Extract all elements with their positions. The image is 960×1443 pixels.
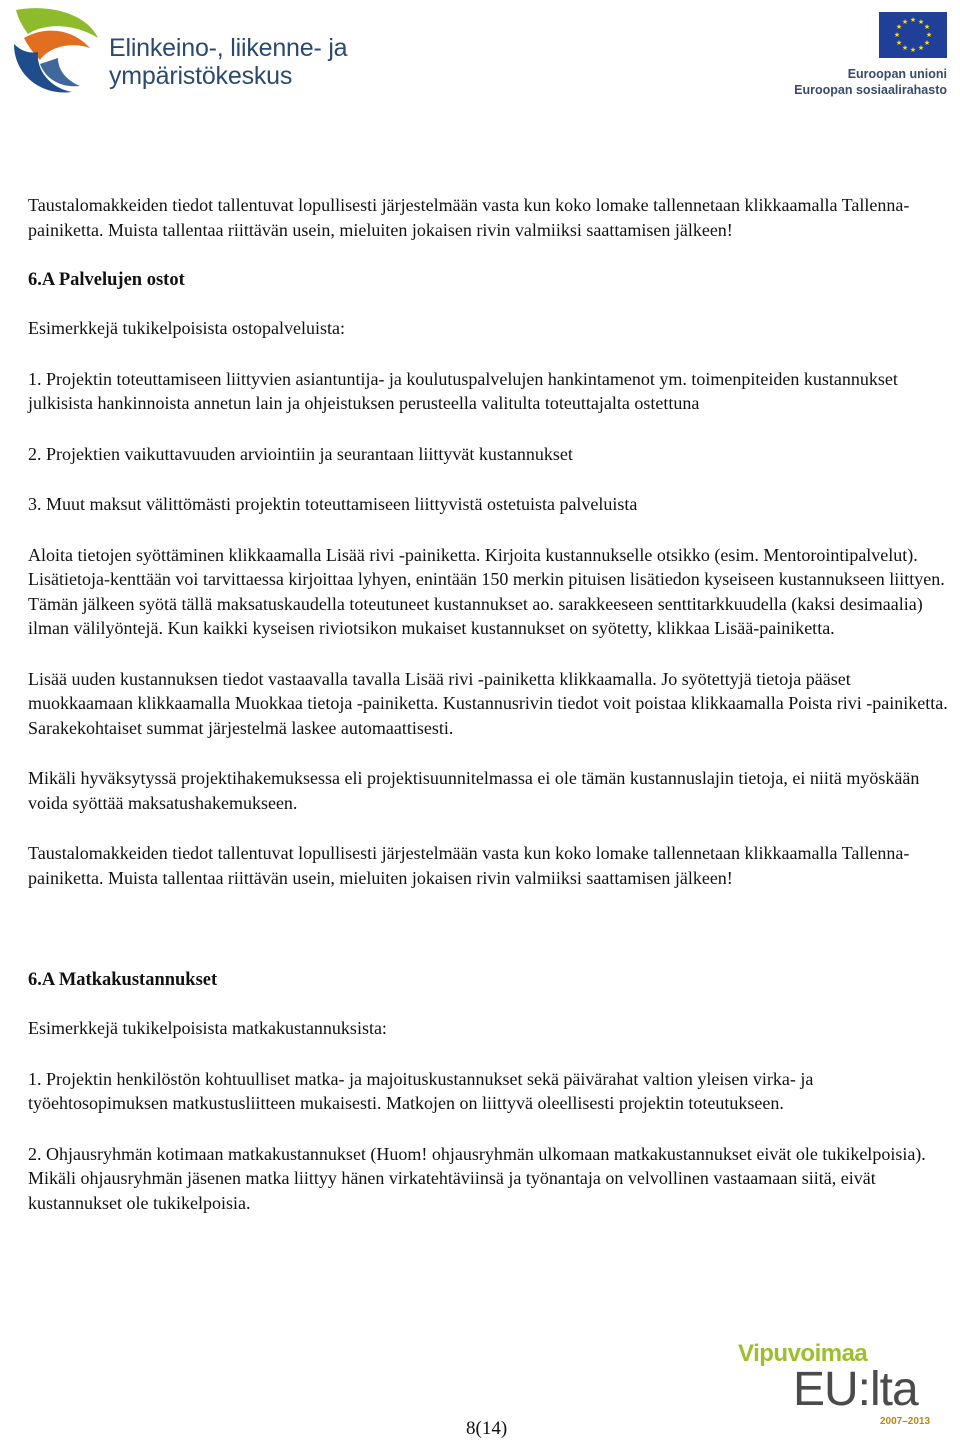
services-item-2: 2. Projektien vaikuttavuuden arviointiin ja seurantaan liittyvät kustannukset [28,443,573,464]
eu-label-line1: Euroopan unioni [847,67,947,81]
svg-text:★: ★ [923,39,931,47]
instructions-paragraph: Aloita tietojen syöttäminen klikkaamalla Lisää rivi -painiketta. Kirjoita kustannukselle otsikko (esim. Mentorointipalvelut). Lisätietoja-kenttään voi tarvittaessa kirjoittaa lyhyen, enintään 150 merkin pituisen lisätiedon kyseiseen kustannukseen liittyen. Tämän jälkeen syötä tällä maksatuskaudella toteutuneet kustannukset ao. sarakkeeseen senttitarkkuudella (kaksi desimaalia) ilman välilyöntejä. Kun kaikki kyseisen riviotsikon mukaiset kustannukset on syötetty, klikkaa Lisää-painiketta. [28,544,945,638]
services-intro: Esimerkkejä tukikelpoisista ostopalveluista: [28,318,345,338]
svg-text:★: ★ [909,16,917,24]
vipu-title: Vipuvoimaa [738,1340,868,1367]
vipu-years: 2007–2013 [880,1416,931,1427]
svg-text:★: ★ [925,31,933,39]
approval-paragraph: Mikäli hyväksytyssä projektihakemuksessa eli projektisuunnitelmassa ei ole tämän kustannuslajin tietoja, ei niitä myöskään voida syöttää maksatushakemukseen. [28,768,920,813]
svg-text:★: ★ [917,44,925,52]
eu-logo [794,12,954,100]
svg-text:★: ★ [923,23,931,31]
svg-text:★: ★ [895,39,903,47]
org-name-line2: ympäristökeskus [109,62,293,90]
travel-heading: 6.A Matkakustannukset [28,970,218,990]
save-note-paragraph: Taustalomakkeiden tiedot tallentuvat lopullisesti järjestelmään vasta kun koko lomake tallennetaan klikkaamalla Tallenna-painiketta. Muista tallentaa riittävän usein, mieluiten jokaisen rivin valmiiksi saattamisen jälkeen! [28,195,910,240]
svg-text:★: ★ [893,31,901,39]
eu-label [794,66,947,98]
travel-intro: Esimerkkejä tukikelpoisista matkakustannuksista: [28,1018,387,1038]
ely-logo-icon [6,4,102,96]
eu-flag-icon [879,12,947,58]
travel-item-2: 2. Ohjausryhmän kotimaan matkakustannukset (Huom! ohjausryhmän ulkomaan matkakustannukset eivät ole tukikelpoisia). Mikäli ohjausryhmän jäsenen matka liittyy hänen virkatehtäviinsä ja työnantaja on velvollinen vastaamaan siitä, eivät kustannukset ole tukikelpoisia. [28,1143,926,1213]
services-item-3: 3. Muut maksut välittömästi projektin toteuttamiseen liittyvistä ostetuista palveluista [28,494,638,514]
travel-item-1: 1. Projektin henkilöstön kohtuulliset matka- ja majoituskustannukset sekä päivärahat valtion yleisen virka- ja työehtosopimuksen matkustusliitteen mukaisesti. Matkojen on liittyvä oleellisesti projektin toteutukseen. [28,1068,814,1113]
org-name-line1: Elinkeino-, liikenne- ja [109,34,348,62]
services-heading: 6.A Palvelujen ostot [28,270,185,290]
ely-logo [6,4,366,96]
svg-text:★: ★ [901,18,909,26]
eu-label-line2: Euroopan sosiaalirahasto [794,83,947,97]
svg-text:★: ★ [895,23,903,31]
svg-text:★: ★ [917,18,925,26]
svg-text:★: ★ [909,46,917,54]
add-row-paragraph: Lisää uuden kustannuksen tiedot vastaavalla tavalla Lisää rivi -painiketta klikkaamalla. Jo syötettyjä tietoja pääset muokkaamaan klikkaamalla Muokkaa tietoja -painiketta. Kustannusrivin tiedot voit poistaa klikkaamalla Poista rivi -painiketta. Sarakekohtaiset summat järjestelmä laskee automaattisesti. [28,668,948,738]
svg-text:★: ★ [901,44,909,52]
document-body [28,193,953,1241]
vipuvoimaa-logo [738,1340,948,1435]
org-name [109,34,347,90]
services-item-1: 1. Projektin toteuttamiseen liittyvien asiantuntija- ja koulutuspalvelujen hankintamenot ym. toimenpiteiden kustannukset julkisista hankinnoista annetun lain ja ohjeistuksen perusteella valitulta toteuttajalta ostettuna [28,368,898,413]
save-note-paragraph-2: Taustalomakkeiden tiedot tallentuvat lopullisesti järjestelmään vasta kun koko lomake tallennetaan klikkaamalla Tallenna-painiketta. Muista tallentaa riittävän usein, mieluiten jokaisen rivin valmiiksi saattamisen jälkeen! [28,843,910,888]
page-number: 8(14) [466,1418,508,1439]
vipu-eu: EU:lta [793,1363,918,1416]
